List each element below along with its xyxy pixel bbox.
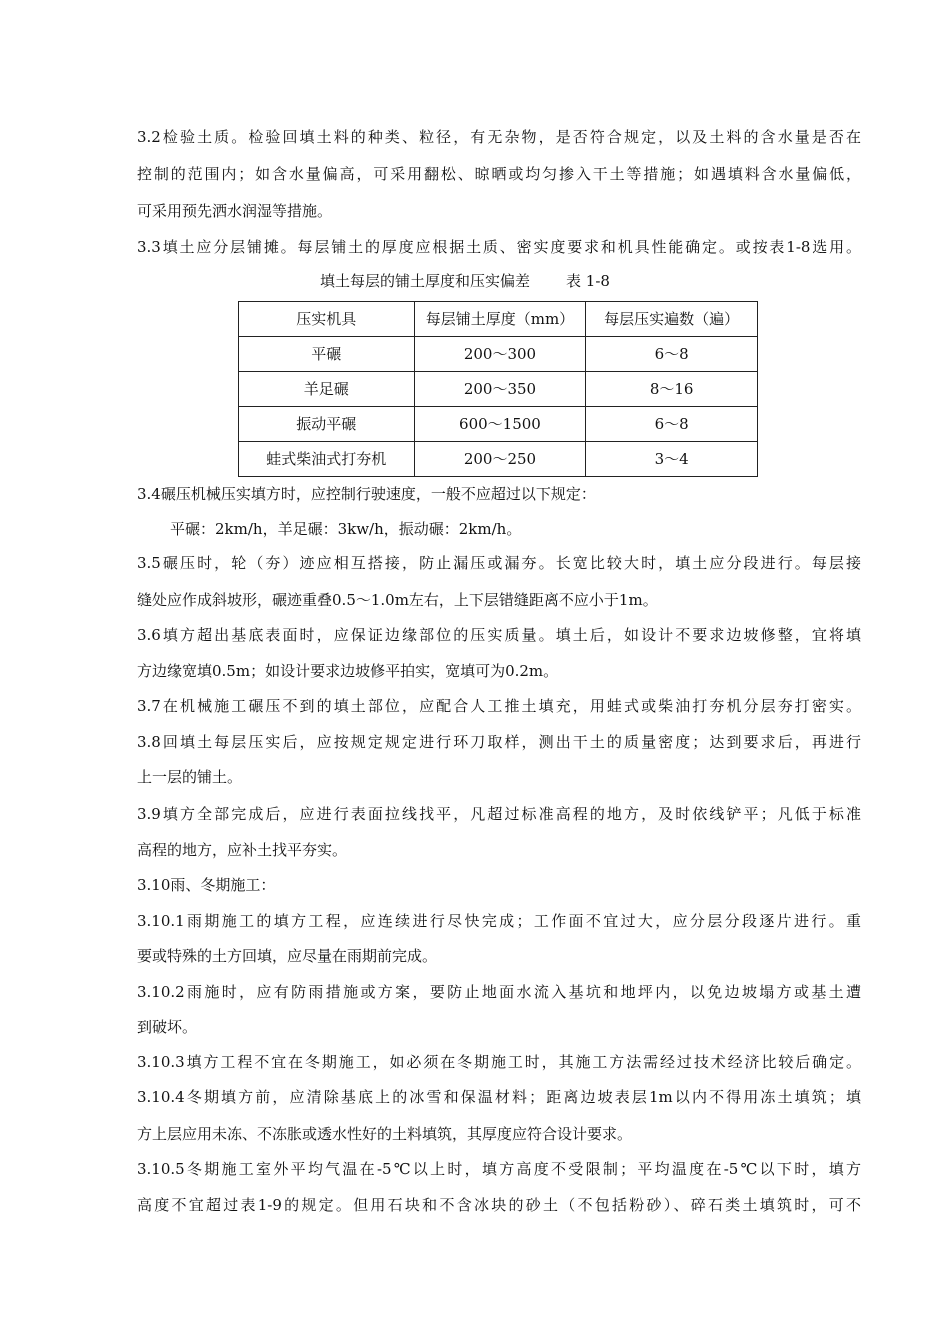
table-cell: 6～8 — [586, 407, 758, 442]
table-caption-number: 表 1-8 — [566, 272, 610, 290]
para-3-6-line-1: 3.6填方超出基底表面时，应保证边缘部位的压实质量。填土后，如设计不要求边坡修整，宜将填 — [137, 626, 861, 644]
para-3-8-line-2: 上一层的铺土。 — [137, 768, 243, 786]
para-3-5-line-1: 3.5碾压时，轮（夯）迹应相互搭接，防止漏压或漏夯。长宽比较大时，填土应分段进行。每层接 — [137, 554, 861, 572]
para-3-5-line-2: 缝处应作成斜坡形，碾迹重叠0.5～1.0m左右，上下层错缝距离不应小于1m。 — [137, 591, 658, 609]
para-3-10-line-1: 3.10雨、冬期施工： — [137, 876, 276, 894]
para-3-10-1-line-2: 要或特殊的土方回填，应尽量在雨期前完成。 — [137, 947, 438, 965]
para-3-9-line-2: 高程的地方，应补土找平夯实。 — [137, 841, 348, 859]
table-row — [239, 372, 758, 407]
para-3-4-line-1: 3.4碾压机械压实填方时，应控制行驶速度，一般不应超过以下规定： — [137, 485, 596, 503]
table-row — [239, 442, 758, 477]
para-3-10-5-line-1: 3.10.5冬期施工室外平均气温在-5℃以上时，填方高度不受限制；平均温度在-5℃以下时，填方 — [137, 1160, 861, 1178]
table-cell: 3～4 — [586, 442, 758, 477]
table-header-cell: 每层压实遍数（遍） — [586, 302, 758, 337]
compaction-table — [238, 301, 758, 477]
para-3-2-line-1: 3.2检验土质。检验回填土料的种类、粒径，有无杂物，是否符合规定，以及土料的含水量是否在 — [137, 128, 861, 146]
table-cell: 平碾 — [239, 337, 415, 372]
para-3-7-line-1: 3.7在机械施工碾压不到的填土部位，应配合人工推土填充，用蛙式或柴油打夯机分层夯打密实。 — [137, 697, 861, 715]
table-header-cell: 每层铺土厚度（mm） — [414, 302, 586, 337]
table-caption-title: 填土每层的铺土厚度和压实偏差 — [320, 272, 531, 290]
para-3-9-line-1: 3.9填方全部完成后，应进行表面拉线找平，凡超过标准高程的地方，及时依线铲平；凡低于标准 — [137, 805, 861, 823]
para-3-10-3-line-1: 3.10.3填方工程不宜在冬期施工，如必须在冬期施工时，其施工方法需经过技术经济比较后确定。 — [137, 1053, 861, 1071]
table-cell: 振动平碾 — [239, 407, 415, 442]
para-3-3-line-1: 3.3填土应分层铺摊。每层铺土的厚度应根据土质、密实度要求和机具性能确定。或按表1-8选用。 — [137, 238, 861, 256]
table-cell: 200～300 — [414, 337, 586, 372]
para-3-4-line-2: 平碾：2km/h，羊足碾：3kw/h，振动碾：2km/h。 — [170, 520, 522, 538]
para-3-8-line-1: 3.8回填土每层压实后，应按规定规定进行环刀取样，测出干土的质量密度；达到要求后，再进行 — [137, 733, 861, 751]
para-3-2-line-3: 可采用预先洒水润湿等措施。 — [137, 202, 333, 220]
table-row — [239, 337, 758, 372]
table-cell: 200～350 — [414, 372, 586, 407]
table-header-row — [239, 302, 758, 337]
table-cell: 6～8 — [586, 337, 758, 372]
table-cell: 200～250 — [414, 442, 586, 477]
para-3-10-4-line-1: 3.10.4冬期填方前，应清除基底上的冰雪和保温材料；距离边坡表层1m以内不得用冻土填筑；填 — [137, 1088, 861, 1106]
table-header-cell: 压实机具 — [239, 302, 415, 337]
table-cell: 600～1500 — [414, 407, 586, 442]
para-3-10-5-line-2: 高度不宜超过表1-9的规定。但用石块和不含冰块的砂土（不包括粉砂）、碎石类土填筑时，可不 — [137, 1196, 861, 1214]
table-cell: 羊足碾 — [239, 372, 415, 407]
para-3-2-line-2: 控制的范围内；如含水量偏高，可采用翻松、晾晒或均匀掺入干土等措施；如遇填料含水量偏低， — [137, 165, 861, 183]
para-3-10-2-line-1: 3.10.2雨施时，应有防雨措施或方案，要防止地面水流入基坑和地坪内，以免边坡塌方或基土遭 — [137, 983, 861, 1001]
table-cell: 蛙式柴油式打夯机 — [239, 442, 415, 477]
para-3-10-2-line-2: 到破坏。 — [137, 1018, 198, 1036]
para-3-10-4-line-2: 方上层应用未冻、不冻胀或透水性好的土料填筑，其厚度应符合设计要求。 — [137, 1125, 633, 1143]
table-cell: 8～16 — [586, 372, 758, 407]
para-3-6-line-2: 方边缘宽填0.5m；如设计要求边坡修平拍实，宽填可为0.2m。 — [137, 662, 559, 680]
para-3-10-1-line-1: 3.10.1雨期施工的填方工程，应连续进行尽快完成；工作面不宜过大，应分层分段逐片进行。重 — [137, 912, 861, 930]
table-caption — [320, 271, 610, 291]
table-row — [239, 407, 758, 442]
